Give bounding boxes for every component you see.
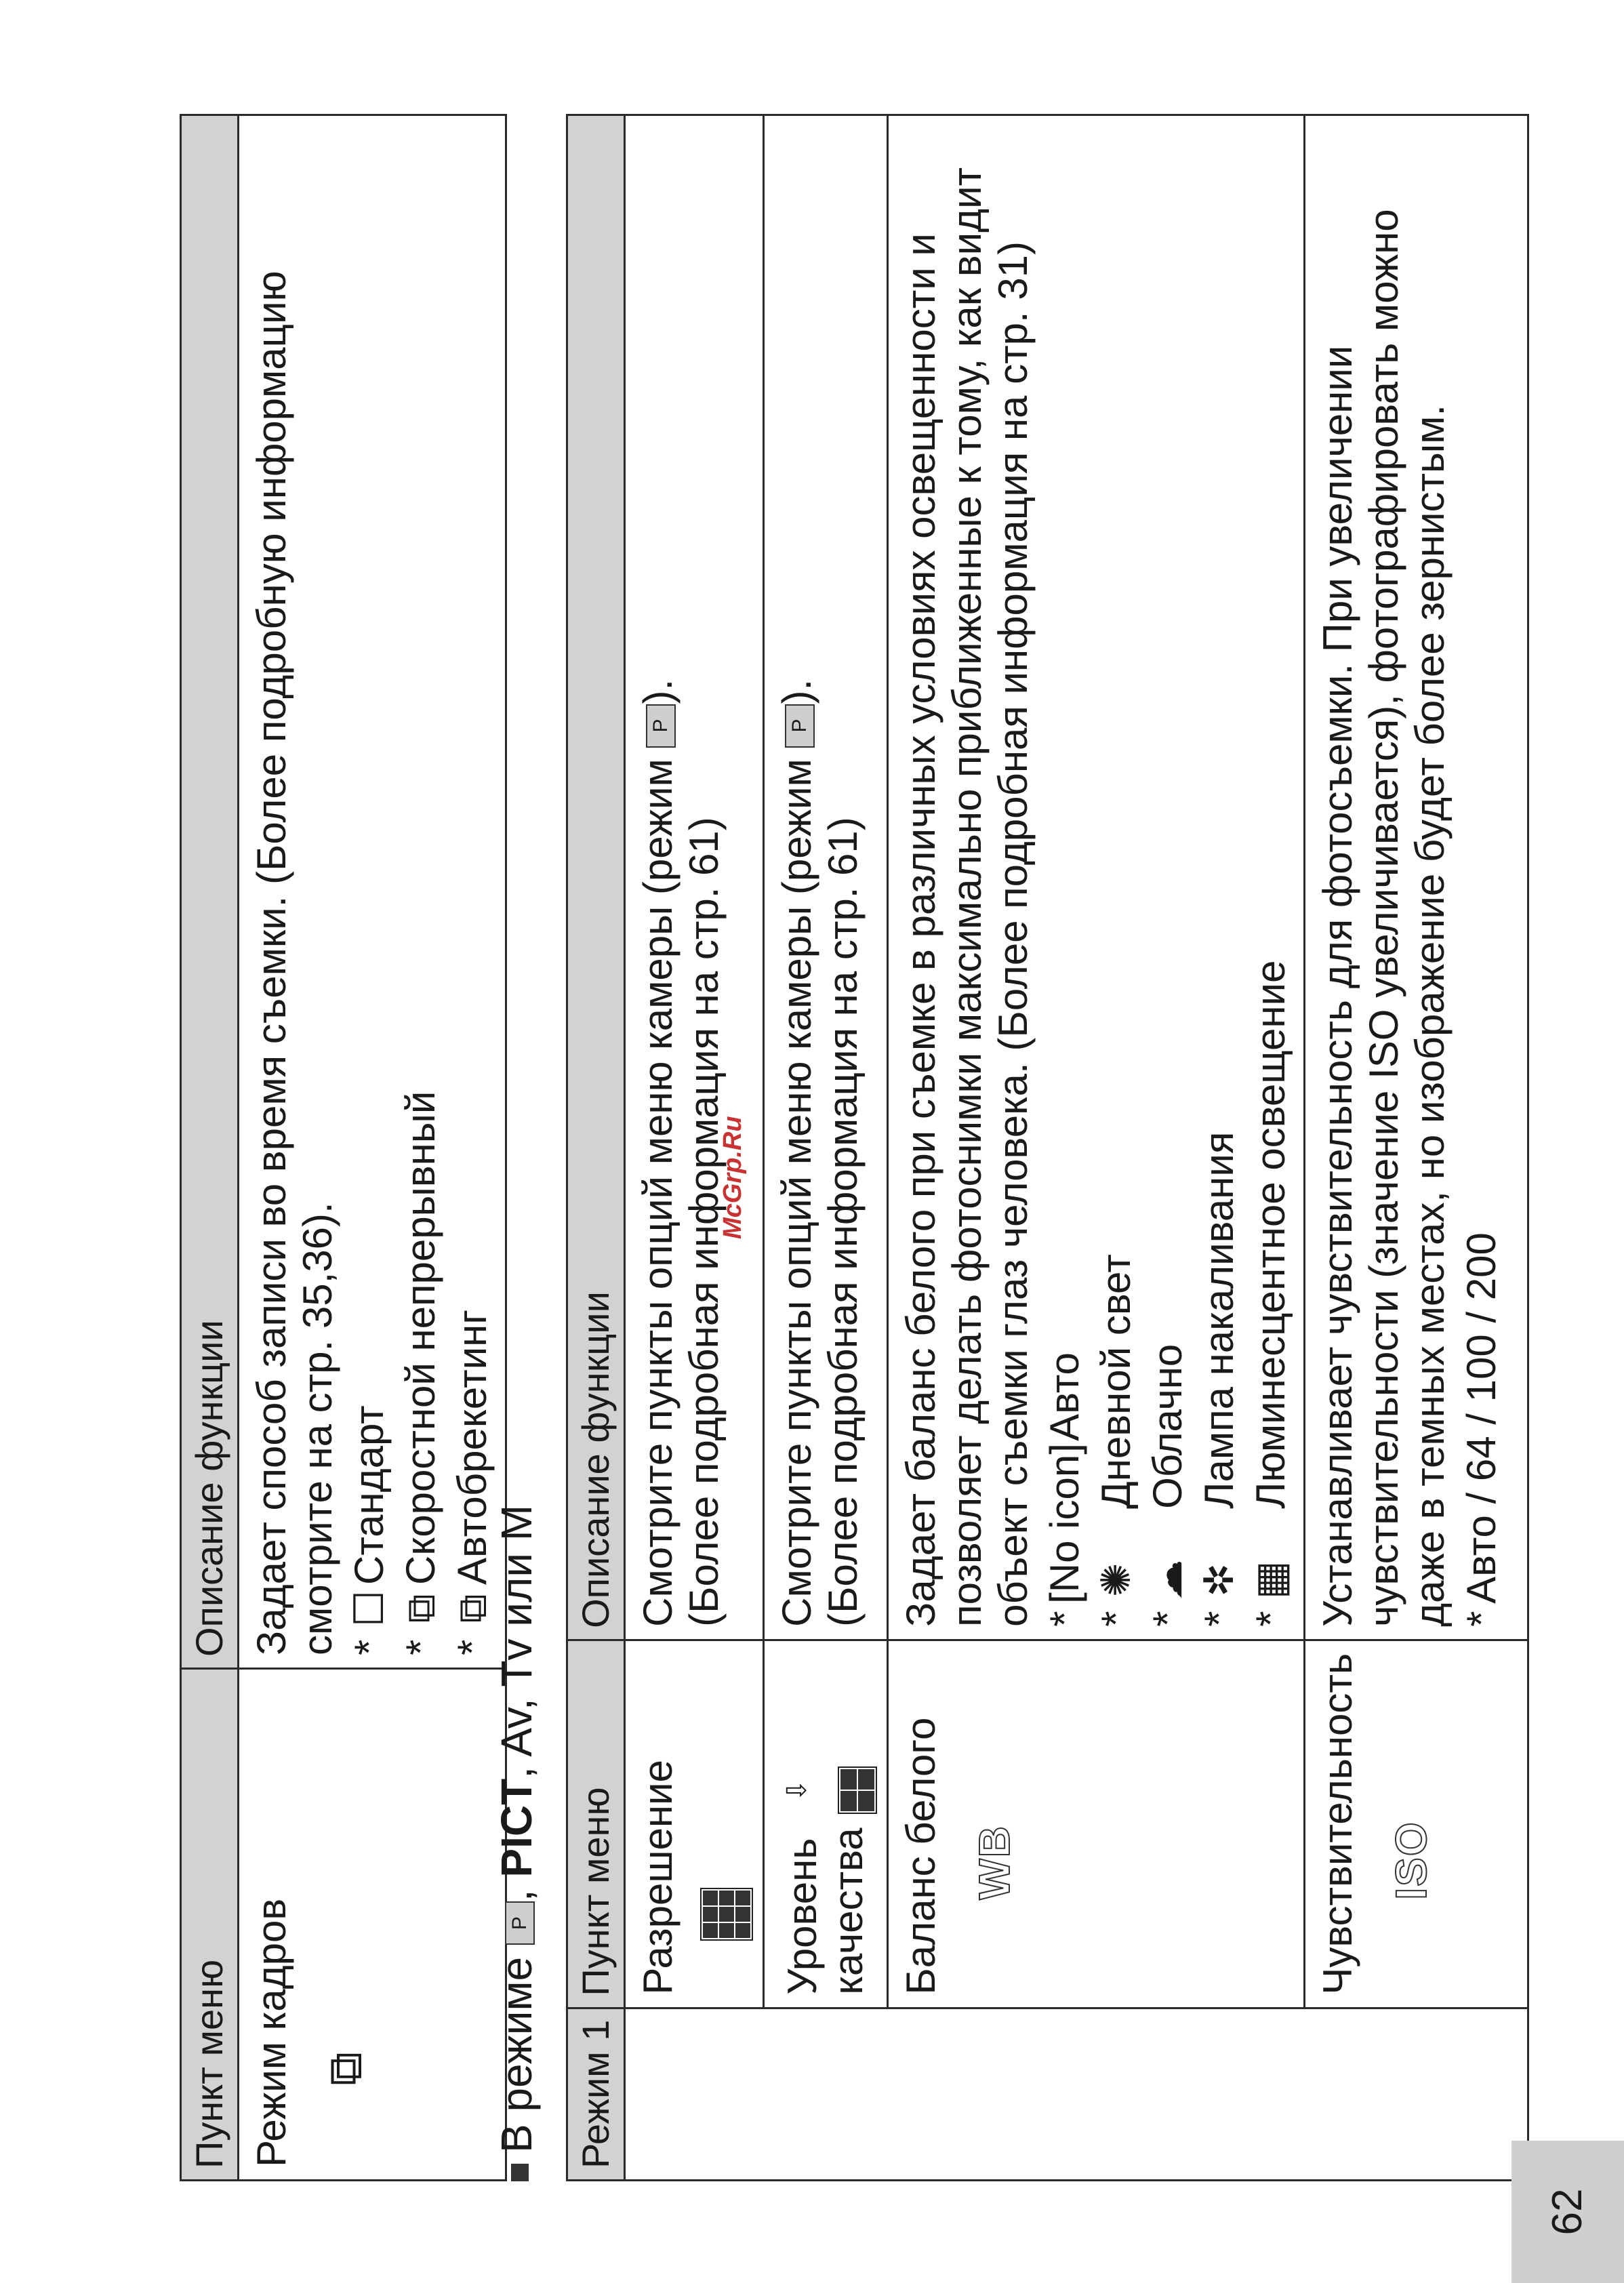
frame-mode-description: Задает способ записи во время съемки. (Более подробную информацию смотрите на стр. 35,36). [249,270,340,1655]
col-header-menu-item: Пункт меню [567,1640,625,2008]
single-frame-icon: ☐ [346,1590,392,1627]
iso-options: * Авто / 64 / 100 / 200 [1459,1232,1504,1627]
mode-column-empty [625,2008,1528,2180]
bracketing-icon: ⧉ [449,1594,495,1623]
program-mode-icon: P [505,1901,535,1945]
quality-reference: (Более подробная информация на стр. 61) [820,817,866,1627]
wb-option-daylight: * ✺ Дневной свет [1093,1254,1139,1627]
quality-label-line2: качества [826,1827,871,1995]
no-icon: [No icon] [1042,1443,1087,1604]
quality-item-cell [764,1640,888,2008]
iso-icon: ISO [1387,1821,1436,1900]
option-bracketing: * ⧉ Автобрекетинг [449,1309,495,1655]
white-balance-item-cell [888,1640,1305,2008]
program-mode-icon: P [646,704,676,748]
wb-option-cloudy: * ☁ Облачно [1145,1343,1190,1627]
iso-description: Устанавливает чувствительность для фотосъемки. При увеличении чувствительности (значение ISO увеличивается), фотографировать можно даже в темных местах, но изображение будет более зернистым. [1315,209,1453,1627]
col-header-menu-item: Пункт меню [181,1669,239,2181]
continuous-frame-icon: ⧉ [398,1594,443,1623]
fluorescent-icon: ▦ [1248,1560,1293,1600]
option-label: Автобрекетинг [449,1309,495,1585]
col-header-description: Описание функции [181,115,239,1669]
iso-values: Авто / 64 / 100 / 200 [1459,1232,1504,1604]
quality-icon [838,1766,877,1814]
frame-mode-cell [239,1669,506,2181]
option-label: Дневной свет [1093,1254,1139,1509]
wb-option-tungsten: * ✲ Лампа накаливания [1196,1131,1242,1627]
resolution-description-cell: Смотрите пункты опций меню камеры (режим P). (Более подробная информация на стр. 61) [625,115,764,1640]
frame-mode-icon: ⧉ [319,2052,371,2086]
frame-mode-description-cell [239,115,506,1669]
option-label: Авто [1042,1352,1087,1441]
option-continuous: * ⧉ Скоростной непрерывный [398,1091,443,1655]
resolution-icon [700,1888,753,1941]
option-label: Лампа накаливания [1196,1131,1242,1509]
cloudy-icon: ☁ [1145,1559,1190,1600]
section-heading: В режиме P, PICT, Av, Tv или M [491,1505,542,2181]
white-balance-label: Баланс белого [898,1717,943,1995]
pict-label: PICT [492,1778,541,1878]
quality-description-cell: Смотрите пункты опций меню камеры (режим P). (Более подробная информация на стр. 61) [764,115,888,1640]
mode1-table [566,114,1529,2181]
white-balance-description-cell [888,115,1305,1640]
wb-option-fluorescent: * ▦ Люминесцентное освещение [1248,960,1293,1627]
resolution-label: Разрешение [635,1760,681,1995]
iso-description-cell [1305,115,1528,1640]
option-label: Люминесцентное освещение [1248,960,1293,1509]
square-bullet-icon [511,2164,529,2181]
resolution-reference: (Более подробная информация на стр. 61) [681,817,727,1627]
iso-label: Чувствительность [1315,1653,1360,1995]
option-label: Облачно [1145,1343,1190,1509]
frame-mode-label: Режим кадров [249,1898,294,2167]
page-number: 62 [1511,2141,1624,2283]
white-balance-description: Задает баланс белого при съемке в различных условиях освещенности и позволяет делать фотоснимки максимально приближенные к тому, как видит объект съемки глаз человека. (Более подробная информация на стр. 31) [898,167,1036,1627]
col-header-mode: Режим 1 [567,2008,625,2180]
tungsten-icon: ✲ [1196,1562,1242,1598]
frame-mode-table [180,114,507,2181]
col-header-description: Описание функции [567,115,625,1640]
wb-option-auto: * [No icon] Авто [1042,1352,1087,1627]
arrow-down-icon: ⇩ [782,1779,812,1802]
resolution-item-cell [625,1640,764,2008]
watermark: McGrp.Ru [718,1116,747,1239]
quality-description: Смотрите пункты опций меню камеры (режим [774,759,819,1627]
daylight-icon: ✺ [1093,1562,1139,1598]
wb-icon: WB [970,1825,1019,1900]
program-mode-icon: P [785,704,815,748]
resolution-description: Смотрите пункты опций меню камеры (режим [635,759,681,1627]
option-standard: * ☐ Стандарт [346,1405,392,1655]
option-label: Скоростной непрерывный [398,1091,443,1585]
quality-label-line1: Уровень [779,1838,825,1995]
option-label: Стандарт [346,1405,392,1585]
iso-item-cell [1305,1640,1528,2008]
